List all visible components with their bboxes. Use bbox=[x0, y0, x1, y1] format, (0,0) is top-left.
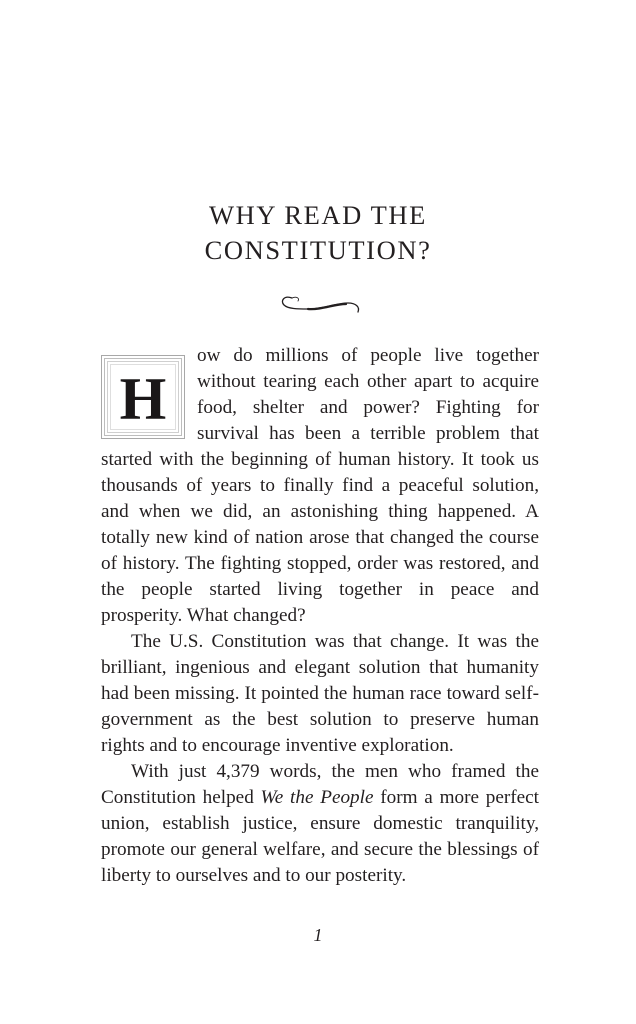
chapter-title-line-2: CONSTITUTION? bbox=[204, 235, 432, 265]
paragraph-3-text-before: With just 4,379 words, the men who framed the Constitution helped bbox=[101, 761, 539, 808]
paragraph-1 bbox=[101, 343, 539, 629]
drop-cap-letter: H bbox=[119, 365, 167, 432]
we-the-people-italic: We the People bbox=[260, 787, 374, 808]
paragraph-2: The U.S. Constitution was that change. It was the brilliant, ingenious and elegant solution that humanity had been missing. It pointed the human race toward self-government as the best solution to preserve human rights and to encourage inventive exploration. bbox=[101, 631, 539, 756]
paragraph-3-text-after: form a more perfect union, establish justice, ensure domestic tranquility, promote our general welfare, and secure the blessings of liberty to ourselves and to our posterity. bbox=[101, 787, 539, 886]
chapter-body bbox=[101, 343, 539, 889]
page-number: 1 bbox=[313, 925, 323, 945]
paragraph-3 bbox=[101, 759, 539, 889]
chapter-title-line-1: WHY READ THE bbox=[209, 200, 427, 230]
paragraph-1-text: ow do millions of people live together without tearing each other apart to acquire food, shelter and power? Fighting for survival has been a terrible problem that started with the beginning of human history. It took us thousands of years to finally find a peaceful solution, and when we did, an astonishing thing happened. A totally new kind of nation arose that changed the course of history. The fighting stopped, order was restored, and the people started living together in peace and prosperity. What changed? bbox=[101, 345, 539, 626]
chapter-title bbox=[0, 198, 636, 268]
swash-ornament-icon bbox=[278, 289, 362, 317]
drop-cap-frame bbox=[101, 355, 185, 439]
